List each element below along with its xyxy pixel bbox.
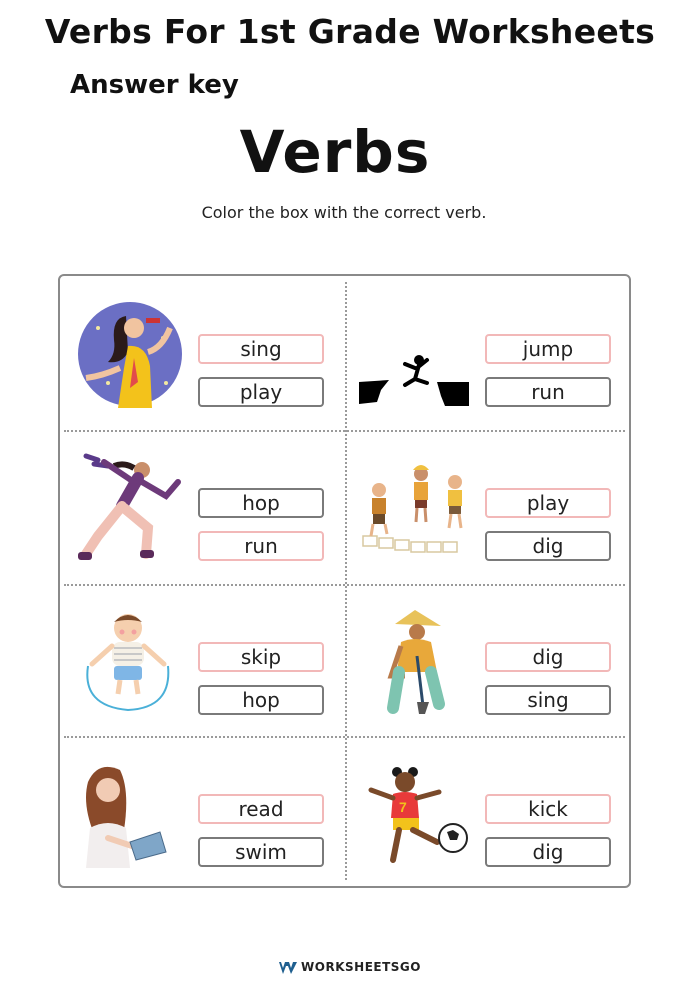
worksheet-grid: [58, 274, 631, 888]
verb-option-label: sing: [240, 337, 282, 361]
svg-text:7: 7: [399, 799, 407, 815]
jump-rope-child-picture: [68, 606, 186, 718]
verb-option-label: dig: [532, 645, 564, 669]
verb-option-label: dig: [532, 534, 564, 558]
verb-option-box[interactable]: [485, 377, 611, 407]
instruction-text: Color the box with the correct verb.: [201, 203, 487, 222]
verb-option-label: play: [239, 380, 283, 404]
exercise-cell: [60, 736, 345, 888]
verb-option-label: sing: [527, 688, 569, 712]
exercise-cell: [347, 430, 632, 582]
verb-option-label: jump: [522, 337, 574, 361]
verb-option-box[interactable]: [485, 685, 611, 715]
section-heading: Verbs: [239, 118, 431, 186]
verb-option-box[interactable]: [198, 488, 324, 518]
verb-option-label: read: [238, 797, 284, 821]
verb-option-box[interactable]: [485, 531, 611, 561]
verb-option-label: hop: [242, 688, 280, 712]
verb-option-box[interactable]: [198, 685, 324, 715]
w-logo-icon: [279, 962, 297, 974]
footer-brand-text: WORKSHEETSGO: [301, 960, 421, 974]
exercise-cell: [347, 584, 632, 736]
jumper-picture: [355, 298, 473, 410]
verb-option-box[interactable]: [485, 794, 611, 824]
verb-option-label: hop: [242, 491, 280, 515]
verb-option-label: swim: [235, 840, 287, 864]
verb-option-label: run: [531, 380, 565, 404]
farmer-digging-picture: [355, 606, 473, 718]
verb-option-box[interactable]: [198, 642, 324, 672]
verb-option-label: skip: [240, 645, 282, 669]
verb-option-box[interactable]: [198, 377, 324, 407]
verb-option-box[interactable]: [485, 837, 611, 867]
girl-kicking-ball-picture: [355, 758, 473, 870]
answer-key-label: Answer key: [70, 70, 239, 100]
verb-option-box[interactable]: [485, 334, 611, 364]
verb-option-box[interactable]: [198, 334, 324, 364]
verb-option-label: play: [526, 491, 570, 515]
verb-option-box[interactable]: [198, 837, 324, 867]
verb-option-label: kick: [528, 797, 568, 821]
verb-option-label: run: [244, 534, 278, 558]
footer-brand: [0, 960, 700, 974]
verb-option-box[interactable]: [485, 488, 611, 518]
exercise-cell: [60, 584, 345, 736]
children-playing-picture: [355, 452, 473, 564]
singer-picture: [68, 298, 186, 410]
worksheet-title: Verbs For 1st Grade Worksheets: [44, 12, 656, 51]
verb-option-box[interactable]: [485, 642, 611, 672]
exercise-cell: [60, 276, 345, 428]
runner-picture: [68, 452, 186, 564]
exercise-cell: [347, 276, 632, 428]
verb-option-box[interactable]: [198, 794, 324, 824]
exercise-cell: [60, 430, 345, 582]
exercise-cell: [347, 736, 632, 888]
verb-option-box[interactable]: [198, 531, 324, 561]
girl-reading-picture: [68, 758, 186, 870]
verb-option-label: dig: [532, 840, 564, 864]
